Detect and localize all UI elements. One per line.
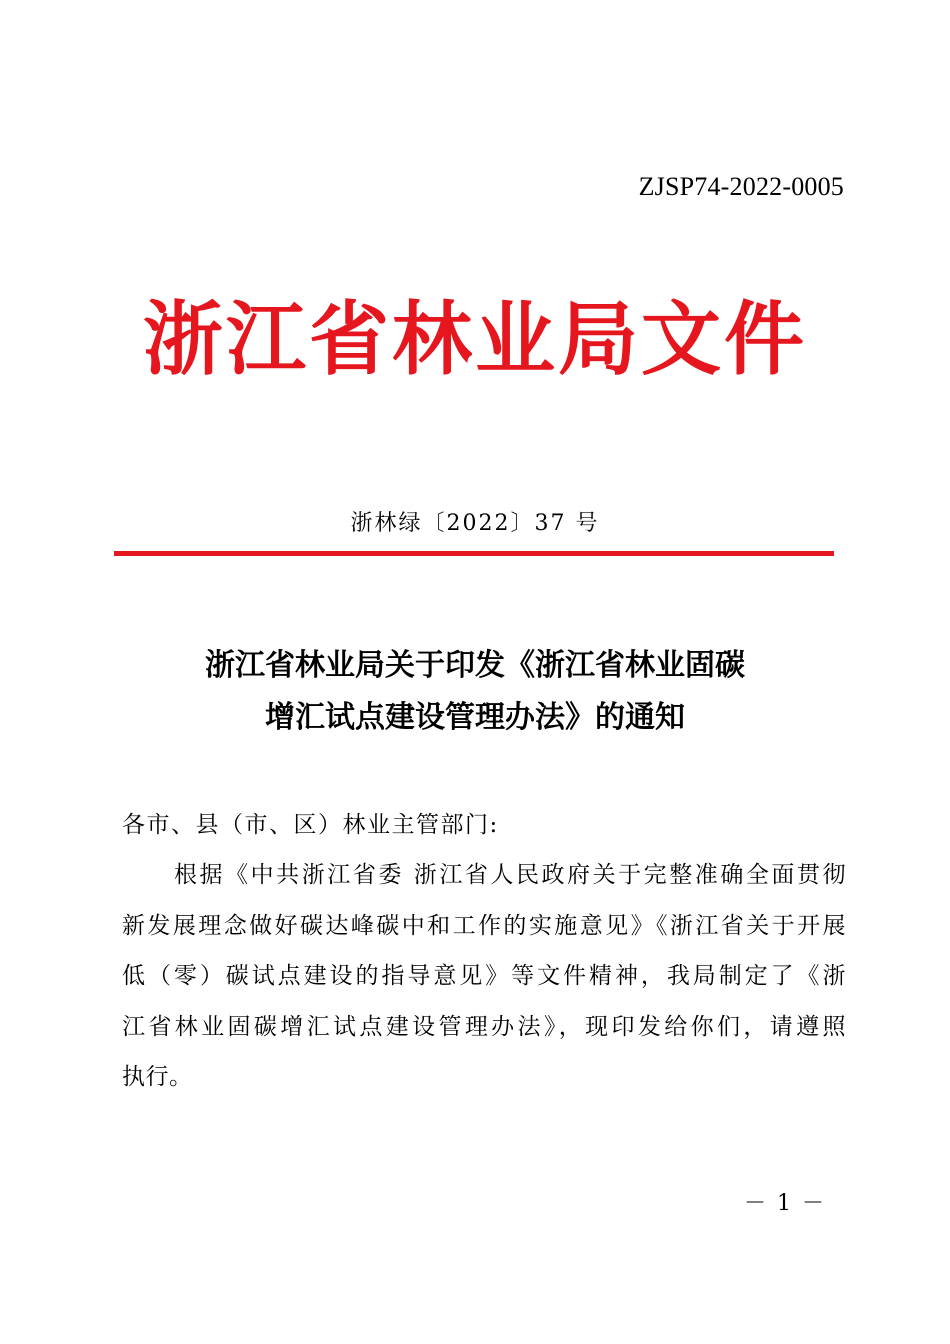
body-line-2: 新发展理念做好碳达峰碳中和工作的实施意见》《浙江省关于开展 bbox=[122, 912, 846, 939]
document-title-line-1: 浙江省林业局关于印发《浙江省林业固碳 bbox=[205, 648, 745, 683]
agency-header: 浙江省林业局文件 bbox=[143, 293, 807, 386]
addressee: 各市、县（市、区）林业主管部门: bbox=[122, 812, 499, 838]
body-line-4: 江省林业固碳增汇试点建设管理办法》，现印发给你们，请遵照 bbox=[122, 1013, 846, 1040]
document-title bbox=[0, 640, 950, 744]
red-divider-rule bbox=[114, 551, 834, 556]
document-code: ZJSP74-2022-0005 bbox=[638, 172, 844, 201]
body-line-3: 低（零）碳试点建设的指导意见》等文件精神，我局制定了《浙 bbox=[122, 963, 846, 989]
body-paragraph bbox=[122, 850, 846, 1103]
body-line-5: 执行。 bbox=[122, 1064, 193, 1090]
body-line-1: 根据《中共浙江省委 浙江省人民政府关于完整准确全面贯彻 bbox=[174, 862, 846, 888]
page-number: － 1 － bbox=[744, 1191, 826, 1216]
document-title-line-2: 增汇试点建设管理办法》的通知 bbox=[265, 700, 685, 735]
document-number: 浙林绿〔2022〕37 号 bbox=[350, 511, 600, 536]
